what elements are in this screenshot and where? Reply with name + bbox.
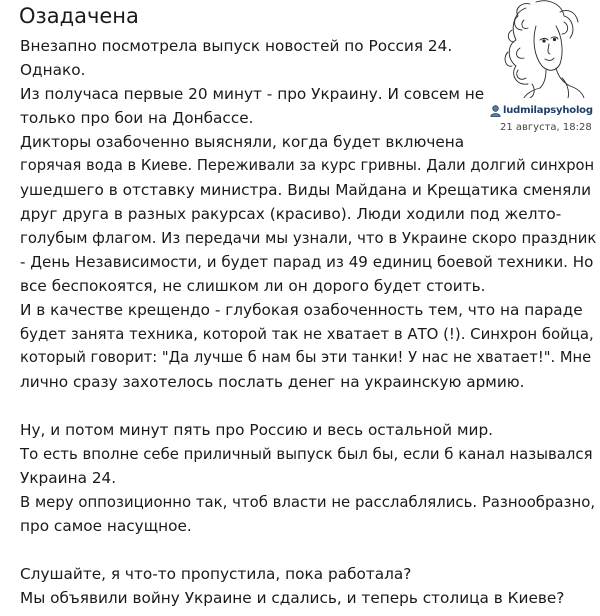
post-text-line: друг друга в разных ракурсах (красиво). Люди ходили под желто- [20, 205, 562, 223]
post-text-line: Украина 24. [20, 469, 117, 487]
post-text-line: будет занята техника, которой так не хватает в АТО (!). Синхрон бойца, [20, 325, 594, 343]
post-text-line: про самое насущное. [20, 517, 192, 535]
post-text-line: Мы объявили войну Украине и сдались, и теперь столица в Киеве? [20, 589, 565, 607]
author-username[interactable]: ludmilapsyholog [503, 105, 593, 116]
post-text-line: горячая вода в Киеве. Переживали за курс гривны. Дали долгий синхрон [20, 157, 595, 174]
post-text-line: Внезапно посмотрела выпуск новостей по Россия 24. [20, 37, 453, 55]
post-text-line: Из получаса первые 20 минут - про Украину. И совсем не [20, 85, 485, 103]
paragraph-gap [20, 538, 598, 562]
post-text-line: Дикторы озабоченно выясняли, когда будет включена [20, 133, 465, 151]
post-text-line: голубым флагом. Из передачи мы узнали, что в Украине скоро праздник [20, 229, 597, 247]
post-text-line: ушедшего в отставку министра. Виды Майдана и Крещатика сменяли [20, 181, 592, 199]
post-text-line: который говорит: "Да лучше б нам бы эти танки! У нас не хватает!". Мне [20, 349, 592, 366]
post-text-line: все беспокоятся, не слишком ли он дорого будет стоить. [20, 277, 486, 295]
post-text-line: В меру оппозиционно так, чтоб власти не расслаблялись. Разнообразно, [20, 493, 596, 511]
post-title: Озадачена [19, 4, 139, 28]
post-text-line: Ну, и потом минут пять про Россию и весь остальной мир. [20, 421, 494, 439]
post-text-line: - День Независимости, и будет парад из 49 единиц боевой техники. Но [20, 253, 594, 271]
post-text-line: То есть вполне себе приличный выпуск был бы, если б канал назывался [20, 445, 593, 463]
post-text-line: Слушайте, я что-то пропустила, пока работала? [20, 565, 412, 583]
post-text-line: лично сразу захотелось послать денег на украинскую армию. [20, 373, 525, 391]
post-body [20, 34, 598, 610]
post-text-line: И в качестве крещендо - глубокая озабоченность тем, что на параде [20, 301, 583, 319]
post-text-line: только про бои на Донбассе. [20, 109, 254, 127]
post-text-line: Однако. [20, 61, 86, 79]
post-date: 21 августа, 18:28 [500, 122, 592, 133]
paragraph-gap [20, 394, 598, 418]
